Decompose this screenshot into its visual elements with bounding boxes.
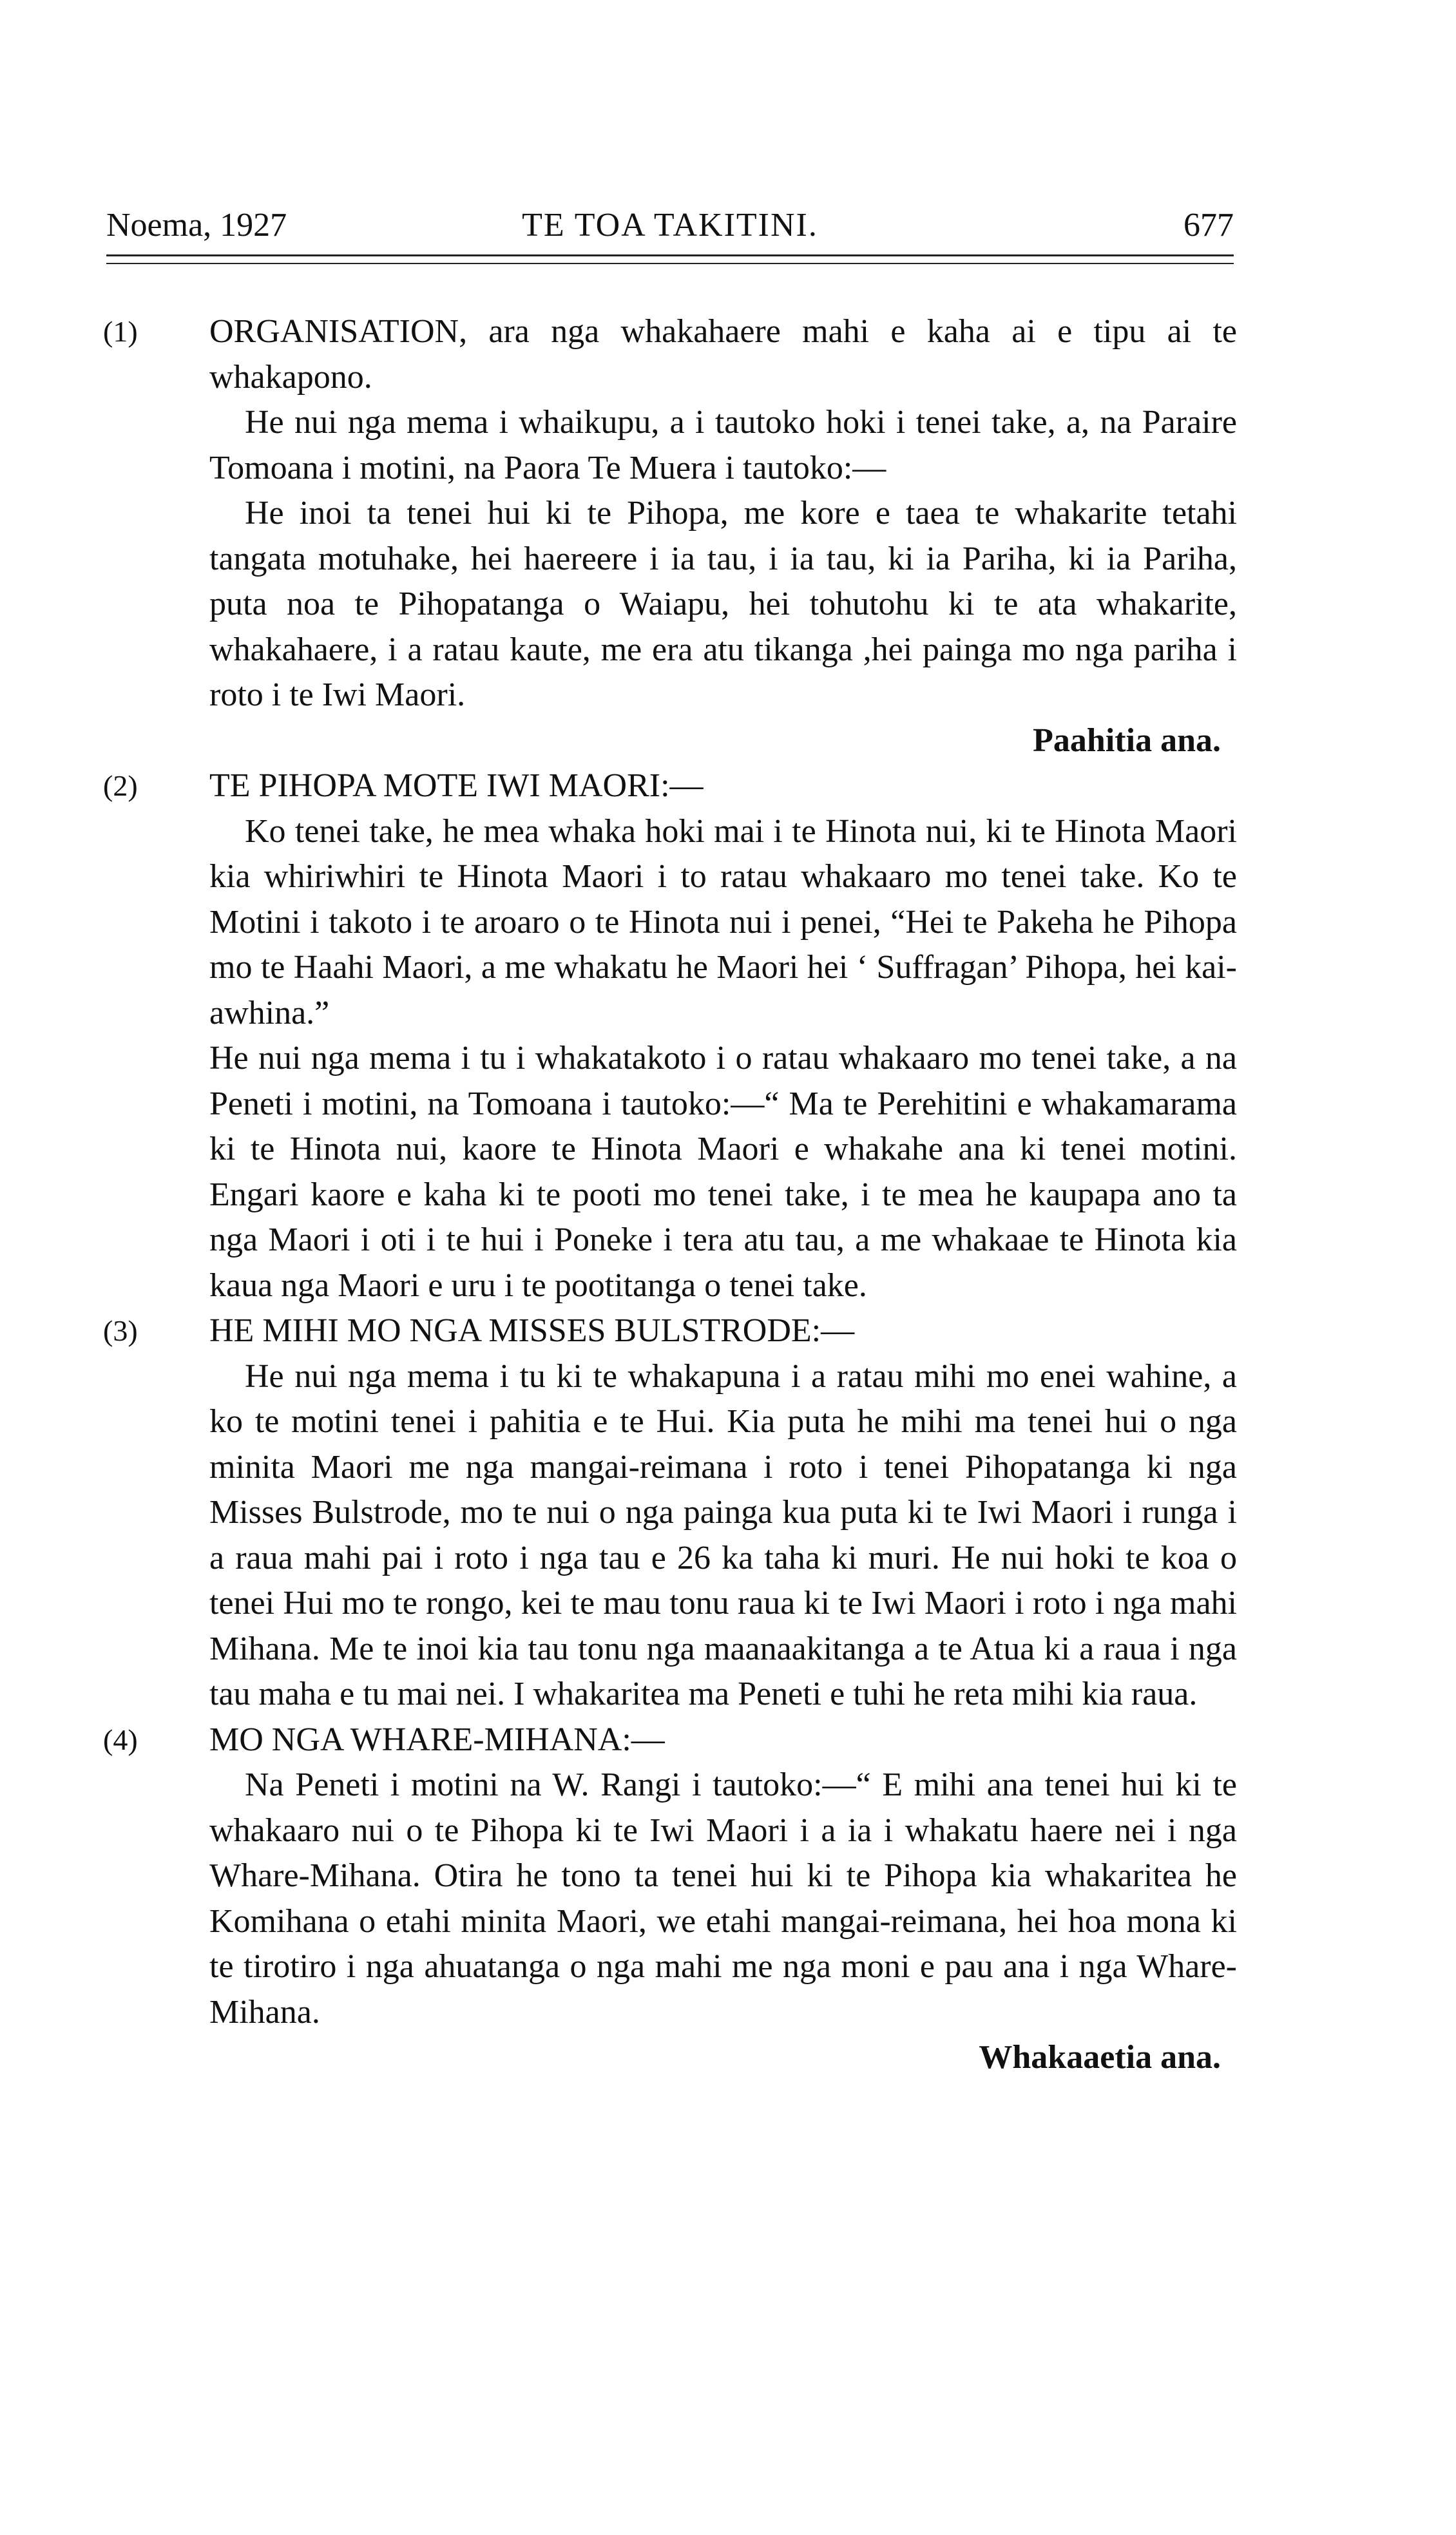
section-heading: HE MIHI MO NGA MISSES BULSTRODE:—: [209, 1312, 855, 1349]
paragraph: He nui nga mema i tu i whakatakoto i o ratau whakaaro mo tenei take, a na Peneti i motini, na Tomoana i tautoko:—“ Ma te Perehitini e whakamarama ki te Hinota nui, kaore te Hinota Maori e whakahe ana ki tenei motini. Engari kaore e kaha ki te pooti mo tenei take, i te mea he kaupapa ano ta nga Maori i oti i te hui i Poneke i tera atu tau, a me whakaae te Hinota kia kaua nga Maori e uru i te pootitanga o tenei take.: [209, 1040, 1237, 1304]
section-number: (4): [103, 1723, 138, 1756]
header-date: Noema, 1927: [106, 207, 287, 244]
article-body: [103, 309, 1237, 2081]
section-heading: TE PIHOPA MOTE IWI MAORI:—: [209, 767, 704, 804]
section-2: [103, 763, 1237, 1308]
header-rule: [106, 254, 1234, 256]
paragraph: He nui nga mema i whaikupu, a i tautoko hoki i tenei take, a, na Paraire Tomoana i motini, na Paora Te Muera i tautoko:—: [209, 404, 1237, 486]
header-title: TE TOA TAKITINI.: [522, 207, 818, 244]
section-1: [103, 309, 1237, 763]
paragraph: Ko tenei take, he mea whaka hoki mai i te Hinota nui, ki te Hinota Maori kia whiriwhiri te Hinota Maori i to ratau whakaaro mo tenei take. Ko te Motini i takoto i te aroaro o te Hinota nui i penei, “Hei te Pakeha he Pihopa mo te Haahi Maori, a me whakatu he Maori hei ‘ Suffragan’ Pihopa, hei kai-awhina.”: [209, 812, 1237, 1031]
section-number: (2): [103, 769, 138, 802]
page-number: 677: [1183, 207, 1234, 244]
resolution-note: Paahitia ana.: [1033, 722, 1221, 759]
section-number: (1): [103, 315, 138, 348]
section-3: [103, 1308, 1237, 1717]
paragraph: Na Peneti i motini na W. Rangi i tautoko:—“ E mihi ana tenei hui ki te whakaaro nui o te Pihopa ki te Iwi Maori i a ia i whakatu haere nei i nga Whare-Mihana. Otira he tono ta tenei hui ki te Pihopa kia whakaritea he Komihana o etahi minita Maori, we etahi mangai-reimana, hei hoa mona ki te tirotiro i nga ahuatanga o nga mahi me nga moni e pau ana i nga Whare-Mihana.: [209, 1766, 1237, 2031]
running-header: [106, 206, 1234, 258]
paragraph: He inoi ta tenei hui ki te Pihopa, me kore e taea te whakarite tetahi tangata motuhake, hei haereere i ia tau, i ia tau, ki ia Pariha, ki ia Pariha, puta noa te Pihopatanga o Waiapu, hei tohutohu ki te ata whakarite, whakahaere, i a ratau kaute, me era atu tikanga ,hei painga mo nga pariha i roto i te Iwi Maori.: [209, 495, 1237, 713]
section-number: (3): [103, 1314, 138, 1347]
section-heading: ORGANISATION, ara nga whakahaere mahi e kaha ai e tipu ai te whakapono.: [209, 313, 1237, 396]
section-4: [103, 1717, 1237, 2081]
paragraph: He nui nga mema i tu ki te whakapuna i a ratau mihi mo enei wahine, a ko te motini tenei i pahitia e te Hui. Kia puta he mihi ma tenei hui o nga minita Maori me nga mangai-reimana i roto i tenei Pihopatanga ki nga Misses Bulstrode, mo te nui o nga painga kua puta ki te Iwi Maori i runga i a raua mahi pai i roto i nga tau e 26 ka taha ki muri. He nui hoki te koa o tenei Hui mo te rongo, kei te mau tonu raua ki te Iwi Maori i roto i nga mahi Mihana. Me te inoi kia tau tonu nga maanaakitanga a te Atua ki a raua i nga tau maha e tu mai nei. I whakaritea ma Peneti e tuhi he reta mihi kia raua.: [209, 1357, 1237, 1712]
resolution-note: Whakaaetia ana.: [979, 2039, 1221, 2076]
header-rule-thin: [106, 263, 1234, 264]
section-heading: MO NGA WHARE-MIHANA:—: [209, 1721, 665, 1758]
